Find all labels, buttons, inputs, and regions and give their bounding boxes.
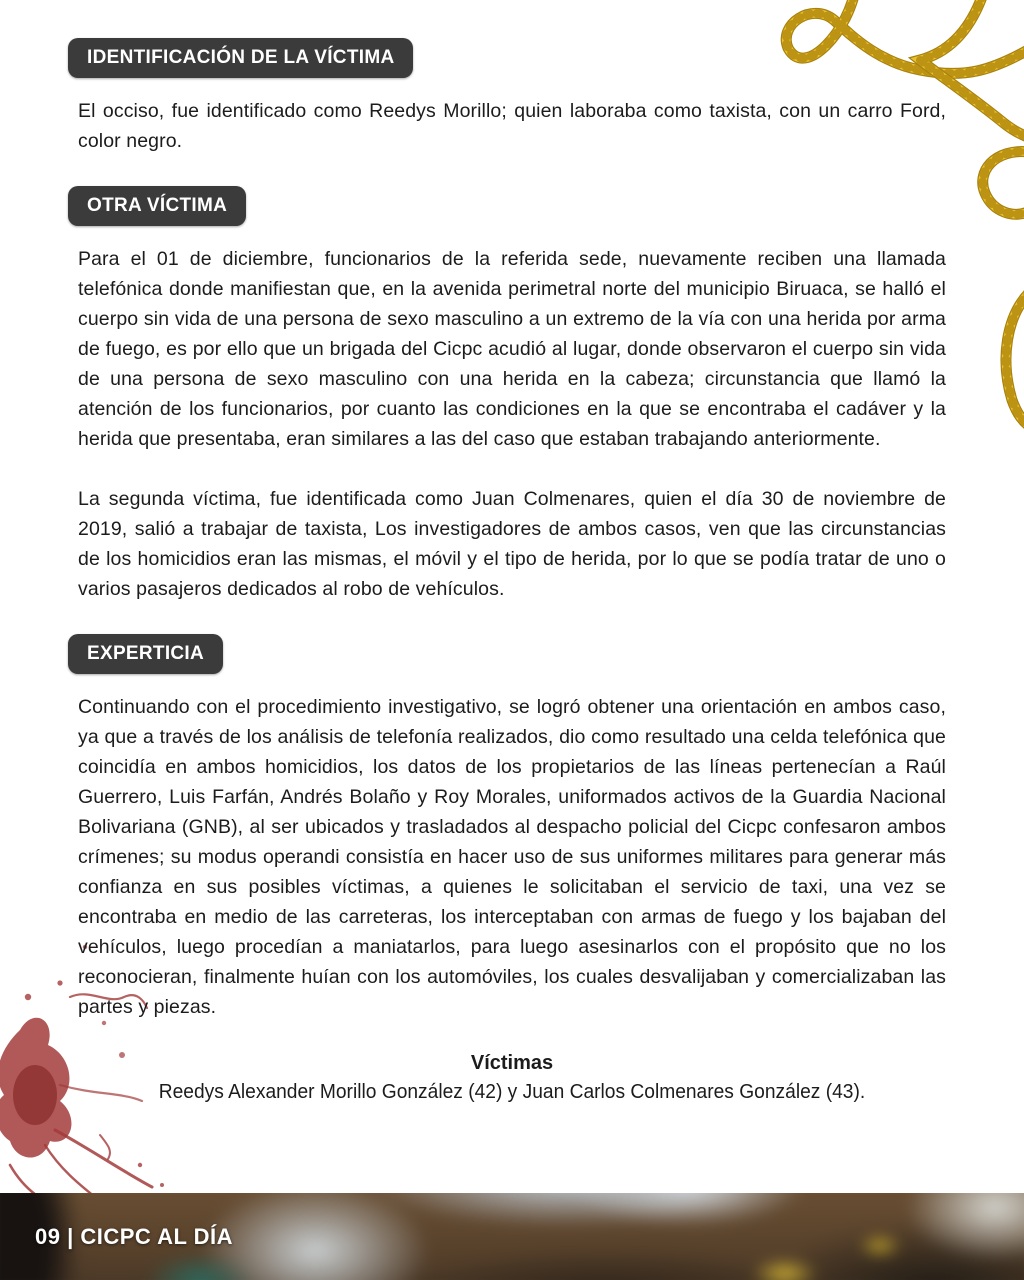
victims-title: Víctimas <box>470 1052 554 1074</box>
body-paragraph: La segunda víctima, fue identificada como Juan Colmenares, quien el día 30 de noviembre de 2019, salió a trabajar de taxista, Los investigadores de ambos casos, ven que las circunstancias de los homicidios eran las mismas, el móvil y el tipo de herida, por lo que se podía tratar de uno o varios pasajeros dedicados al robo de vehículos. <box>78 488 946 600</box>
victims-block <box>78 1052 946 1104</box>
section-heading-badge <box>68 186 246 226</box>
section-heading-badge <box>68 38 413 78</box>
section-heading-label: OTRA VÍCTIMA <box>87 195 228 216</box>
section-experticia <box>78 634 946 1022</box>
body-paragraph: Para el 01 de diciembre, funcionarios de la referida sede, nuevamente reciben una llamada telefónica donde manifiestan que, en la avenida perimetral norte del municipio Biruaca, se halló el cuerpo sin vida de una persona de sexo masculino a un extremo de la vía con una herida por arma de fuego, es por ello que un brigada del Cicpc acudió al lugar, donde observaron el cuerpo sin vida de una persona de sexo masculino con una herida en la cabeza; circunstancia que llamó la atención de los funcionarios, por cuanto las condiciones en la que se encontraba el cadáver y la herida que presentaba, eran similares a las del caso que estaban trabajando anteriormente. <box>78 248 946 450</box>
victims-names: Reedys Alexander Morillo González (42) y Juan Carlos Colmenares González (43). <box>158 1081 866 1103</box>
section-heading-label: EXPERTICIA <box>87 643 205 664</box>
footer-photo-strip <box>0 1193 1024 1280</box>
section-identificacion-victima <box>78 38 946 156</box>
section-heading-label: IDENTIFICACIÓN DE LA VÍCTIMA <box>87 47 395 68</box>
section-otra-victima <box>78 186 946 604</box>
body-paragraph: El occiso, fue identificado como Reedys Morillo; quien laboraba como taxista, con un carro Ford, color negro. <box>78 100 946 152</box>
section-heading-badge <box>68 634 223 674</box>
page-number-label: 09 | CICPC AL DÍA <box>35 1223 234 1249</box>
body-paragraph: Continuando con el procedimiento investigativo, se logró obtener una orientación en ambos caso, ya que a través de los análisis de telefonía realizados, dio como resultado una celda telefónica que coincidía en ambos homicidios, los datos de los propietarios de las líneas pertenecían a Raúl Guerrero, Luis Farfán, Andrés Bolaño y Roy Morales, uniformados activos de la Guardia Nacional Bolivariana (GNB), al ser ubicados y trasladados al despacho policial del Cicpc confesaron ambos crímenes; su modus operandi consistía en hacer uso de sus uniformes militares para generar más confianza en sus posibles víctimas, a quienes le solicitaban el servicio de taxi, una vez se encontraba en medio de las carreteras, los interceptaban con armas de fuego y los bajaban del vehículos, luego procedían a maniatarlos, para luego asesinarlos con el propósito que no los reconocieran, finalmente huían con los automóviles, los cuales desvalijaban y comercializaban las partes y piezas. <box>78 696 946 1018</box>
